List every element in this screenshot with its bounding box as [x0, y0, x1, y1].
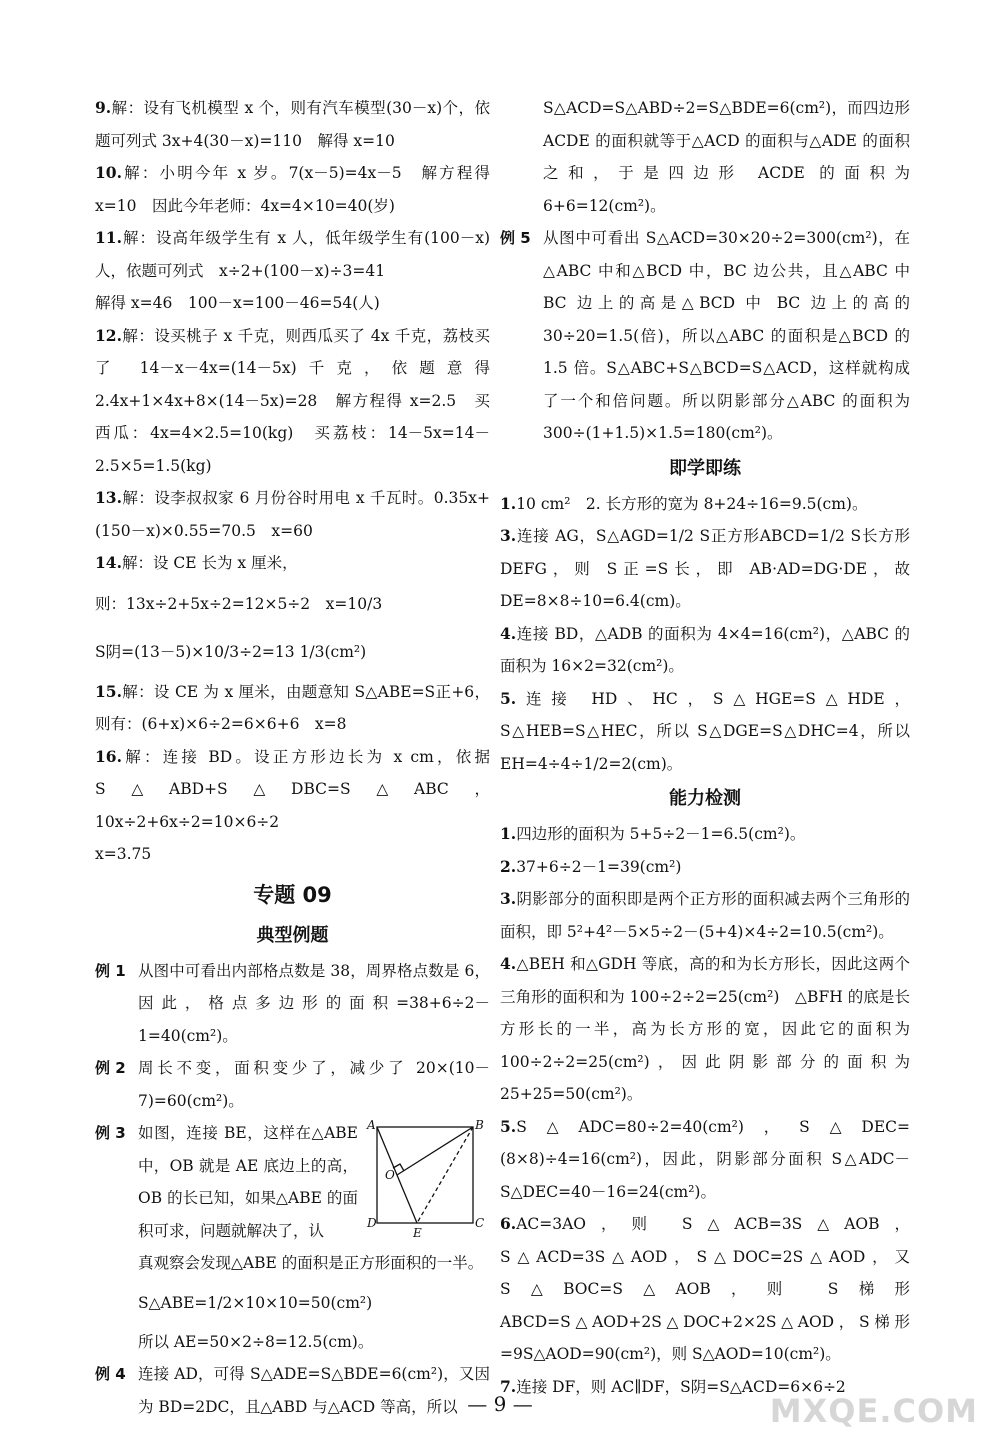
example-5: 例 5 从图中可看出 S△ACD=30×20÷2=300(cm²)，在△ABC 中和△BCD 中，BC 边公共，且△ABC 中 BC 边上的高是△BCD 中 BC 边上的高的 30÷20=1.5(倍)，所以△ABC 的面积是△BCD 的 1.5 倍。S△ABC+S△BCD=S△ACD，这样就构成了一个和倍问题。所以阴影部分△ABC 的面积为 300÷(1+1.5)×1.5=180(cm²)。 [500, 229, 910, 442]
example-3: 例 3 如图，连接 BE，这样在△ABE 中，OB 就是 AE 底边上的高，OB 的长已知，如果△ABE 的面积可求，问题就解决了，认 [95, 1124, 358, 1240]
practice-3: 3.连接 AG，S△AGD=1/2 S正方形ABCD=1/2 S长方形DEFG，则 S正=S长，即 AB·AD=DG·DE，故 DE=8×8÷10=6.4(cm)。 [500, 526, 910, 610]
answer-16-result: x=3.75 [95, 845, 152, 863]
label-o: O [385, 1168, 395, 1182]
example-1: 例 1 从图中可看出内部格点数是 38，周界格点数是 6，因此，格点多边形的面积=38+6÷2－1=40(cm²)。 [95, 961, 490, 1045]
ability-title: 能力检测 [669, 788, 741, 809]
practice-title: 即学即练 [669, 457, 741, 479]
section-title: 专题 09 [253, 882, 332, 907]
ability-7: 7.连接 DF，则 AC∥DF，S阴=S△ACD=6×6÷2 [500, 1376, 846, 1396]
answer-14-equation: 则：13x÷2+5x÷2=12×5÷2 x=10/3 [95, 594, 383, 613]
answer-16: 16.解：连接 BD。设正方形边长为 x cm，依据 S△ABD+S△DBC=S△ABC，10x÷2+6x÷2=10×6÷2 [95, 746, 490, 831]
right-column [500, 92, 910, 1403]
example-4: 例 4 连接 AD，可得 S△ADE=S△BDE=6(cm²)，又因为 BD=2DC，且△ABD 与△ACD 等高，所以 [95, 1365, 490, 1416]
segment-bo [397, 1127, 473, 1175]
ability-6: 6.AC=3AO，则 S△ACB=3S△AOB，S△ACD=3S△AOD，S△DOC=2S△AOD，又 S△BOC=S△AOB，则 S梯形ABCD=S△AOD+2S△DOC+2×2S△AOD，S梯形=9S△AOD=90(cm²)，则 S△AOD=10(cm²)。 [500, 1214, 910, 1363]
answer-14-area: S阴=(13－5)×10/3÷2=13 1/3(cm²) [95, 642, 367, 661]
watermark: MXQE.COM [769, 1392, 978, 1430]
ability-4: 4.△BEH 和△GDH 等底，高的和为长方形长，因此这两个三角形的面积和为 100÷2÷2=25(cm²) △BFH 的底是长方形长的一半，高为长方形的宽，因此它的面积为 100÷2÷2=25(cm²)，因此阴影部分的面积为 25+25=50(cm²)。 [500, 954, 910, 1103]
segment-be-dashed [417, 1127, 473, 1223]
label-b: B [475, 1118, 484, 1132]
answer-10: 10.解：小明今年 x 岁。7(x－5)=4x－5 解方程得 x=10 因此今年老师：4x=4×10=40(岁) [95, 163, 490, 215]
ability-1: 1.四边形的面积为 5+5÷2－1=6.5(cm²)。 [500, 824, 806, 843]
subsection-title: 典型例题 [256, 924, 329, 946]
example-3-formula: S△ABE=1/2×10×10=50(cm²) [138, 1293, 373, 1312]
answer-9: 9.解：设有飞机模型 x 个，则有汽车模型(30－x)个，依题可列式 3x+4(30－x)=110 解得 x=10 [95, 98, 490, 150]
answer-12: 12.解：设买桃子 x 千克，则西瓜买了 4x 千克，荔枝买了 14－x－4x=(14－5x)千克，依题意得 2.4x+1×4x+8×(14－5x)=28 解方程得 x=2.5 买西瓜：4x=4×2.5=10(kg) 买荔枝：14－5x=14－2.5×5=1.5(kg) [95, 325, 490, 475]
ability-5: 5.S△ADC=80÷2=40(cm²)，S△DEC=(8×8)÷4=16(cm²)，因此，阴影部分面积 S△ADC－S△DEC=40－16=24(cm²)。 [500, 1116, 910, 1201]
label-e: E [413, 1226, 422, 1240]
answers-9-16 [95, 92, 490, 871]
practice-4: 4.连接 BD，△ADB 的面积为 4×4=16(cm²)，△ABC 的面积为 16×2=32(cm²)。 [500, 623, 910, 675]
example-3-continuation: 真观察会发现△ABE 的面积是正方形面积的一半。 [138, 1254, 484, 1272]
example-2: 例 2 周长不变，面积变少了，减少了 20×(10－7)=60(cm²)。 [95, 1059, 490, 1110]
page-number: — 9 — [467, 1392, 533, 1416]
practice-5: 5.连接 HD、HC，S△HGE=S△HDE，S△HEB=S△HEC，所以 S△DGE=S△DHC=4，所以 EH=4÷4÷1/2=2(cm)。 [500, 688, 910, 773]
practice-1-2: 1.10 cm² 2. 长方形的宽为 8+24÷16=9.5(cm)。 [500, 493, 868, 513]
example-3-block [95, 1117, 490, 1247]
answer-15: 15.解：设 CE 为 x 厘米，由题意知 S△ABE=S正+6，则有：(6+x)×6÷2=6×6+6 x=8 [95, 681, 490, 733]
example-4-continuation: S△ACD=S△ABD÷2=S△BDE=6(cm²)，而四边形 ACDE 的面积就等于△ACD 的面积与△ADE 的面积之和，于是四边形 ACDE 的面积为 6+6=12(cm²)。 [543, 99, 910, 215]
answer-11: 11.解：设高年级学生有 x 人，低年级学生有(100－x)人，依题可列式 x÷2+(100－x)÷3=41 [95, 228, 490, 280]
answer-14: 14.解：设 CE 长为 x 厘米， [95, 553, 298, 572]
label-d: D [367, 1216, 377, 1230]
ability-2: 2.37+6÷2－1=39(cm²) [500, 856, 682, 876]
answer-13: 13.解：设李叔叔家 6 月份谷时用电 x 千瓦时。0.35x+(150－x)×0.55=70.5 x=60 [95, 488, 490, 540]
label-a: A [367, 1118, 376, 1132]
example-3-result: 所以 AE=50×2÷8=12.5(cm)。 [138, 1332, 374, 1351]
label-c: C [475, 1216, 485, 1230]
square-figure [367, 1118, 487, 1240]
left-column [95, 92, 490, 1423]
ability-3: 3.阴影部分的面积即是两个正方形的面积减去两个三角形的面积，即 5²+4²－5×5÷2－(5+4)×4÷2=10.5(cm²)。 [500, 889, 910, 941]
answer-11-result: 解得 x=46 100－x=100－46=54(人) [95, 294, 380, 312]
